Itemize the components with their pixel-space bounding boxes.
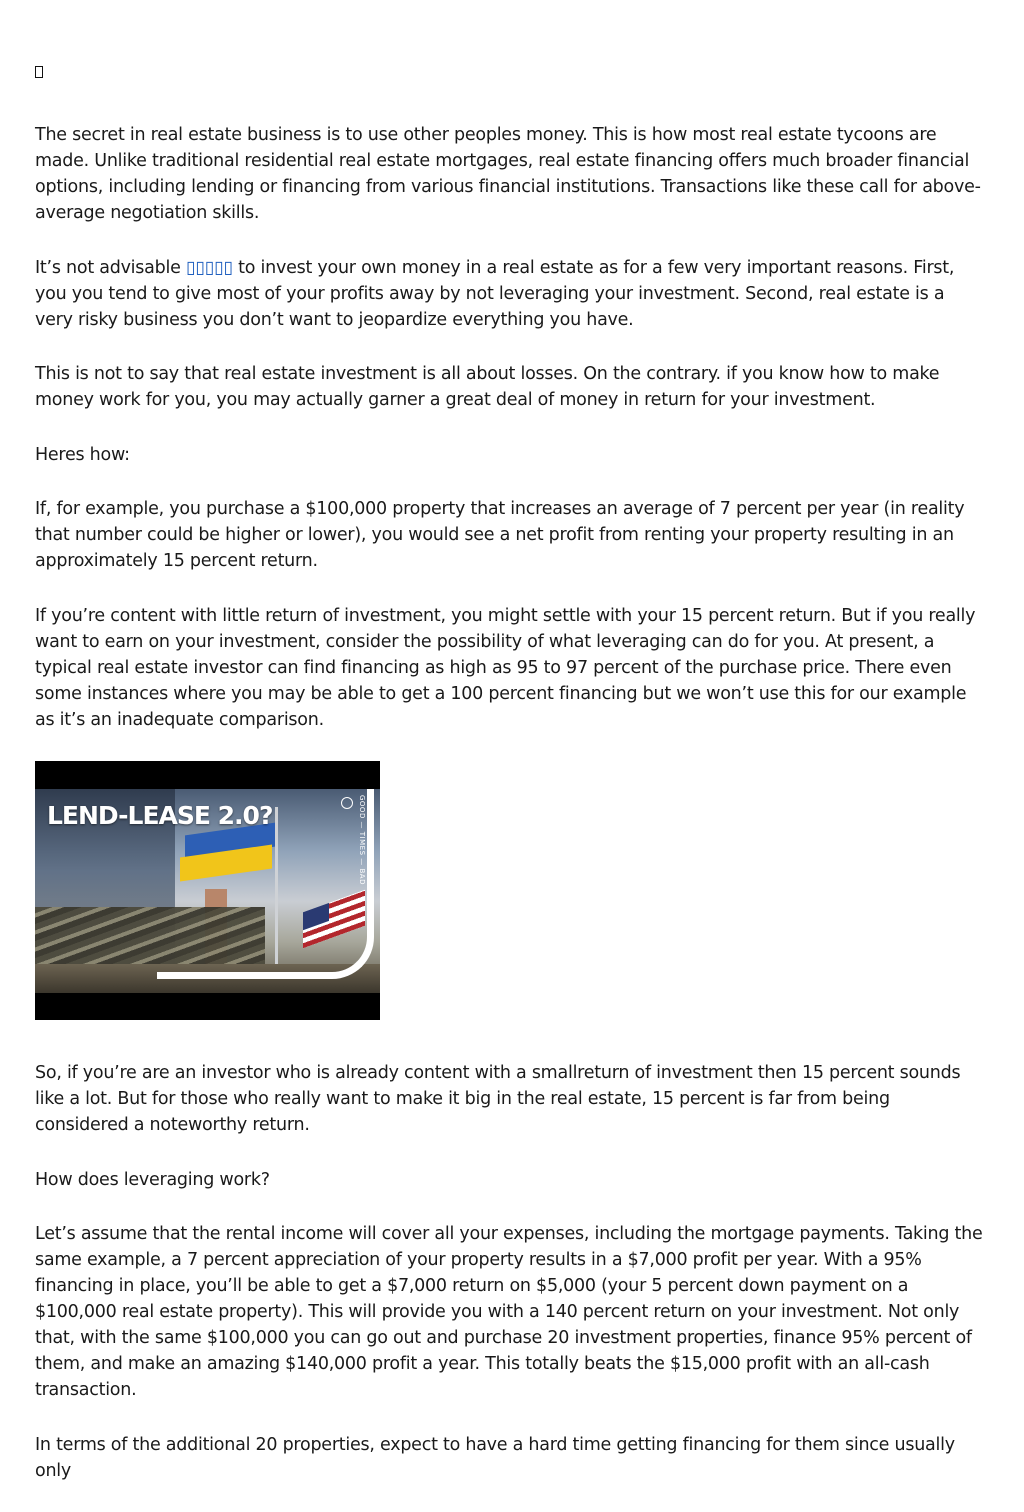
paragraph-how-leveraging: How does leveraging work? xyxy=(35,1169,270,1190)
image-brand: GOOD — TIMES — BAD xyxy=(358,795,366,885)
inline-link[interactable]: ▯▯▯▯▯ xyxy=(185,257,233,278)
paragraph-heres-how: Heres how: xyxy=(35,444,130,465)
paragraph-intro: The secret in real estate business is to use other peoples money. This is how most real estate tycoons are made. Unlike traditional residential real estate mortgages, real estate financing offers much broader financial options, including lending or financing from various financial institutions. Transactions like these call for above-average negotiation skills. xyxy=(35,125,981,223)
paragraph-additional-properties: In terms of the additional 20 properties, expect to have a hard time getting financing for them since usually only xyxy=(35,1434,955,1481)
document-page xyxy=(35,66,985,1512)
paragraph-advice-after: to invest your own money in a real estate as for a few very important reasons. First, you you tend to give most of your profits away by not leveraging your investment. Second, real estate is a very risky business you don’t want to jeopardize everything you have. xyxy=(35,257,955,330)
paragraph-advice xyxy=(35,255,985,333)
paragraph-example: If, for example, you purchase a $100,000 property that increases an average of 7 percent per year (in reality that number could be higher or lower), you would see a net profit from renting your property resulting in an approximately 15 percent return. xyxy=(35,499,965,571)
paragraph-leverage-intro: If you’re content with little return of investment, you might settle with your 15 percent return. But if you really want to earn on your investment, consider the possibility of what leveraging can do for you. At present, a typical real estate investor can find financing as high as 95 to 97 percent of the purchase price. There even some instances where you may be able to get a 100 percent financing but we won’t use this for our example as it’s an inadequate comparison. xyxy=(35,605,976,730)
brand-logo-icon xyxy=(341,797,353,809)
image-headline: LEND-LEASE 2.0? xyxy=(47,801,273,830)
paragraph-advice-before: It’s not advisable xyxy=(35,257,186,278)
paragraph-content-investor: So, if you’re are an investor who is already content with a smallreturn of investment then 15 percent sounds like a lot. But for those who really want to make it big in the real estate, 15 percent is far from being considered a noteworthy return. xyxy=(35,1063,961,1135)
missing-glyph-icon xyxy=(35,66,43,78)
paragraph-rental-income: Let’s assume that the rental income will cover all your expenses, including the mortgage payments. Taking the same example, a 7 percent appreciation of your property results in a $7,000 profit per year. With a 95% financing in place, you’ll be able to get a $7,000 return on $5,000 (your 5 percent down payment on a $100,000 real estate property). This will provide you with a 140 percent return on your investment. Not only that, with the same $100,000 you can go out and purchase 20 investment properties, finance 95% percent of them, and make an amazing $140,000 profit a year. This totally beats the $15,000 profit with an all-cash transaction. xyxy=(35,1224,983,1400)
paragraph-contrary: This is not to say that real estate investment is all about losses. On the contrary. if you know how to make money work for you, you may actually garner a great deal of money in return for your investment. xyxy=(35,364,940,410)
article-image xyxy=(35,761,380,1020)
